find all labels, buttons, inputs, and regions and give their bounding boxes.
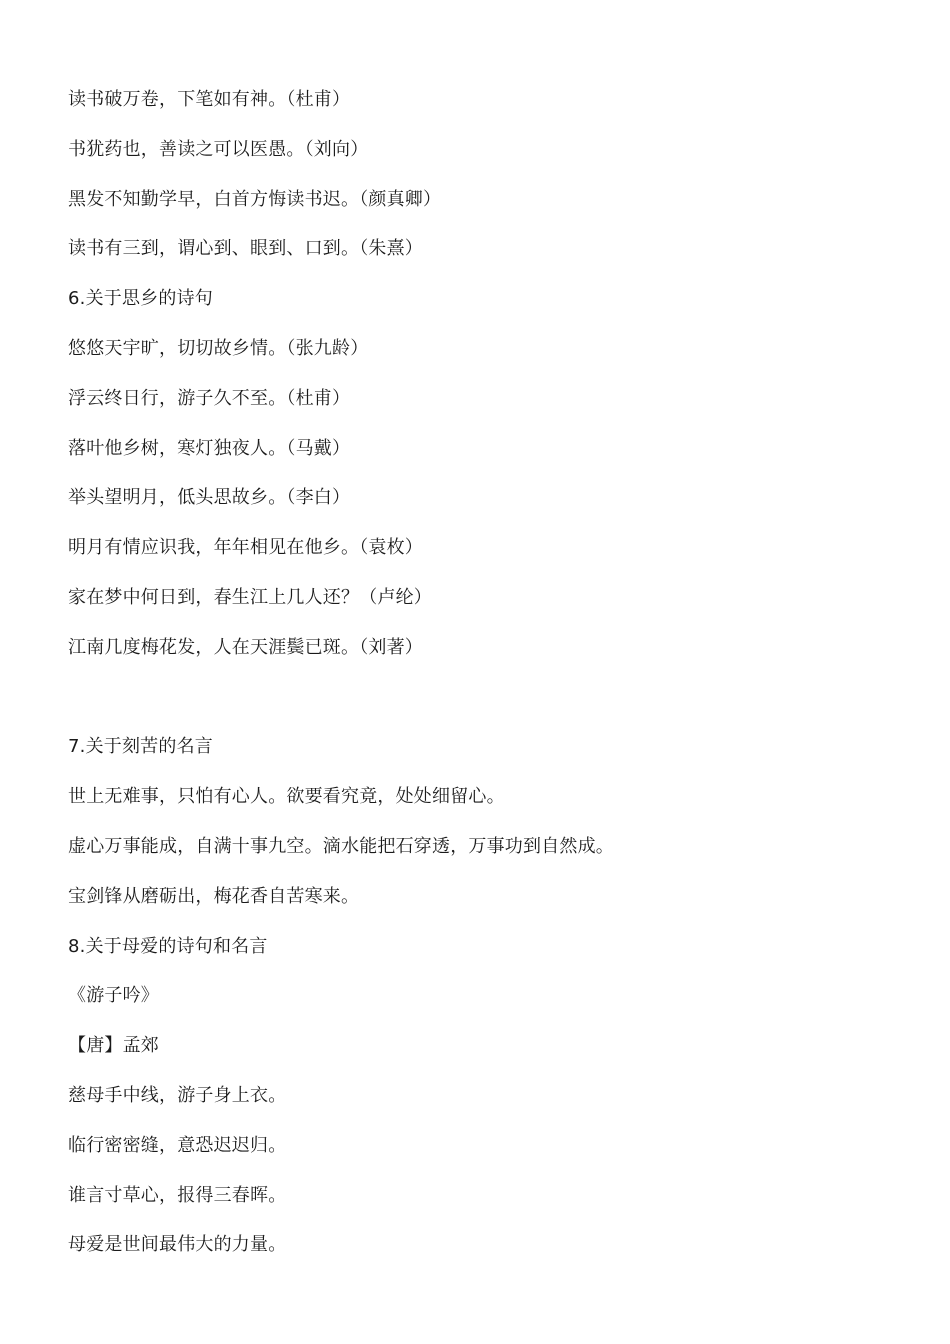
quote-line: 读书破万卷，下笔如有神。（杜甫） — [68, 89, 351, 110]
quote-line: 黑发不知勤学早，白首方悔读书迟。（颜真卿） — [68, 188, 442, 210]
document-page — [68, 83, 908, 1278]
poem-line: 临行密密缝，意恐迟迟归。 — [68, 1134, 287, 1156]
poem-line: 明月有情应识我，年年相见在他乡。（袁枚） — [68, 537, 423, 559]
quote-line: 虚心万事能成，自满十事九空。滴水能把石穿透，万事功到自然成。 — [68, 835, 614, 857]
section-heading-maternal-love: 8.关于母爱的诗句和名言 — [68, 935, 268, 957]
poem-line: 谁言寸草心，报得三春晖。 — [68, 1184, 287, 1206]
section-heading-diligence: 7.关于刻苦的名言 — [68, 736, 213, 758]
poem-line: 落叶他乡树，寒灯独夜人。（马戴） — [68, 437, 351, 459]
quote-line: 母爱是世间最伟大的力量。 — [68, 1234, 287, 1256]
poem-title: 《游子吟》 — [68, 985, 159, 1007]
poem-line: 举头望明月，低头思故乡。（李白） — [68, 487, 351, 509]
poem-author: 【唐】孟郊 — [68, 1035, 159, 1057]
section-heading-homesickness: 6.关于思乡的诗句 — [68, 288, 213, 310]
poem-line: 悠悠天宇旷，切切故乡情。（张九龄） — [68, 337, 369, 359]
poem-line: 慈母手中线，游子身上衣。 — [68, 1084, 287, 1106]
quote-line: 世上无难事，只怕有心人。欲要看究竟，处处细留心。 — [68, 786, 505, 808]
poem-line: 浮云终日行，游子久不至。（杜甫） — [68, 387, 351, 409]
blank-line — [68, 681, 908, 731]
poem-line: 家在梦中何日到，春生江上几人还？（卢纶） — [68, 586, 432, 608]
poem-line: 江南几度梅花发，人在天涯鬓已斑。（刘著） — [68, 636, 423, 658]
quote-line: 读书有三到，谓心到、眼到、口到。（朱熹） — [68, 238, 423, 260]
quote-line: 书犹药也，善读之可以医愚。（刘向） — [68, 138, 369, 160]
quote-line: 宝剑锋从磨砺出，梅花香自苦寒来。 — [68, 885, 360, 907]
